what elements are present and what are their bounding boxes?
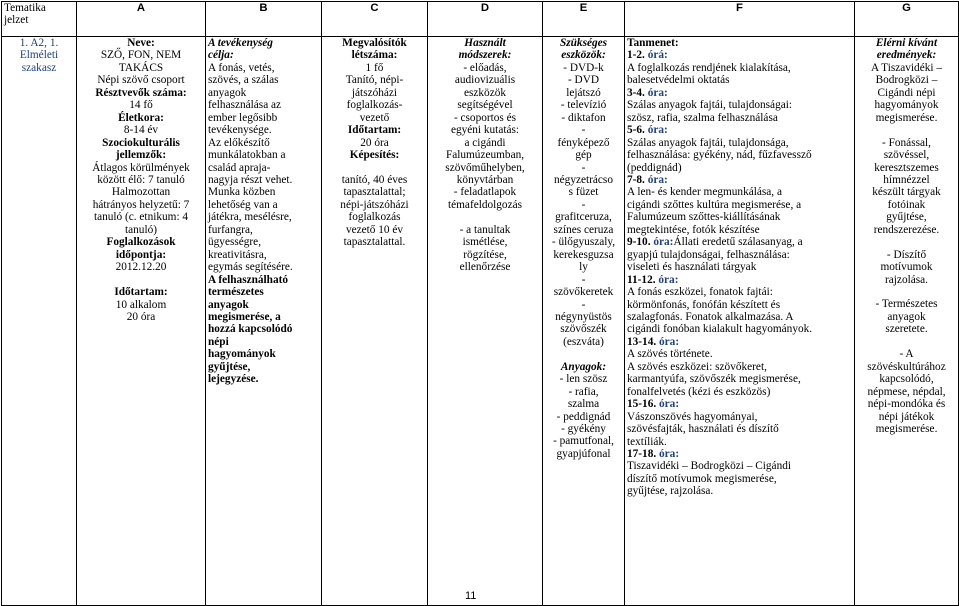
method-line: szövőműhelyben, — [445, 161, 525, 174]
method-line: - előadás, — [463, 61, 507, 74]
col-f-cell — [625, 37, 855, 606]
result-line: készült tárgyak — [872, 186, 941, 199]
foglalkozasok-label: időpontja: — [115, 248, 167, 261]
szocio-line: Halmozottan — [111, 186, 171, 199]
szocio-line: tanuló (c. etnikum: 4 — [93, 211, 189, 224]
idotartam-line: 20 óra — [126, 310, 156, 323]
materials-label: Anyagok: — [560, 360, 607, 373]
session-ora: óra: — [647, 124, 668, 137]
kepesites-label: Képesítés: — [349, 149, 400, 162]
session-line: szövésfajták, használati és díszítő — [627, 423, 779, 436]
method-line: témafeldolgozás — [447, 198, 523, 211]
tools-label: eszközök: — [561, 49, 606, 62]
session-line: cigándi szőttes kultúra megismerése, a — [627, 198, 802, 211]
c-idotartam-label: Időtartam: — [347, 124, 402, 137]
session-heading — [627, 274, 852, 286]
result-line: kapcsolódó, — [879, 373, 934, 386]
col-header-c: C — [322, 2, 428, 37]
kepesites-line: vezető 10 év — [345, 223, 404, 236]
cel-line: család apraja- — [208, 161, 271, 174]
result-line: rendszerezése. — [873, 223, 940, 236]
session-number: 3-4. — [627, 86, 645, 99]
session-line: A szövés története. — [627, 348, 713, 361]
col-header-g: G — [855, 2, 959, 37]
megval-line: Tanító, népi- — [345, 74, 404, 87]
session-line: Vászonszövés hagyományai, — [627, 410, 758, 423]
result-line: szeretete. — [885, 323, 928, 336]
col-b-cell — [206, 37, 322, 606]
tool-line: négynyüstös — [555, 310, 612, 323]
result-line: szövéskultúrához — [867, 360, 946, 373]
goal-bold-line: gyűjtése, — [208, 360, 251, 373]
result-line: megismerése. — [875, 422, 938, 435]
method-line: ellenőrzése — [459, 261, 511, 274]
cel-line: ügyességre, — [208, 236, 262, 249]
kepesites-line: tapasztalattal; — [343, 186, 406, 199]
result-line: - Fonással, — [882, 136, 931, 149]
result-line: - A — [899, 348, 914, 361]
result-line: megismerése. — [875, 111, 938, 124]
megval-line: 1 fő — [365, 61, 384, 74]
szocio-line: tanuló) — [125, 223, 157, 236]
col-header-b: B — [206, 2, 322, 37]
kepesites-line: foglalkozás — [348, 211, 401, 224]
result-line: - Díszítő — [886, 248, 927, 261]
col-header-e: E — [543, 2, 625, 37]
session-line: Szálas anyagok fajtái, tulajdonságai: — [627, 99, 793, 112]
method-line: könyvtárban — [456, 173, 514, 186]
material-line: - len szösz — [559, 373, 608, 386]
result-line: A Tiszavidéki – — [871, 61, 942, 74]
session-line: A len- és kender megmunkálása, a — [627, 186, 782, 199]
result-line: népi játékok — [878, 410, 935, 423]
cel-line: felhasználása az — [208, 99, 282, 112]
session-heading — [627, 49, 852, 61]
goal-bold-line: A felhasználható — [208, 273, 289, 286]
header-row — [2, 2, 959, 37]
session-inline-text: Állati eredetű szálasanyag, a — [673, 236, 803, 249]
tool-line: kerekesguzsa — [553, 248, 614, 261]
c-idotartam-value: 20 óra — [360, 136, 389, 149]
cel-line: A fonás, vetés, — [208, 61, 275, 74]
results-label: eredmények: — [876, 49, 937, 62]
tool-line: - — [581, 273, 586, 286]
method-line: egyéni kutatás: — [450, 124, 520, 137]
method-line: Falumúzeumban, — [445, 149, 525, 162]
cel-line: furfangra, — [208, 223, 253, 236]
method-line: segítségével — [457, 99, 513, 112]
col-d-cell — [428, 37, 543, 606]
tool-line: - DVD-k — [563, 61, 604, 74]
session-ora: óra: — [659, 398, 680, 411]
material-line: gyapjúfonal — [556, 447, 611, 460]
neve-line: TAKÁCS — [118, 61, 164, 74]
tool-line: - — [581, 161, 586, 174]
topic-header-line: jelzet — [4, 14, 29, 27]
lesson-plan-table — [1, 1, 959, 606]
session-heading — [627, 174, 852, 186]
method-line: - feladatlapok — [453, 186, 517, 199]
eletkor-value: 8-14 év — [123, 124, 159, 137]
idotartam-line: 10 alkalom — [115, 298, 167, 311]
result-line: anyagok — [887, 310, 926, 323]
tanmenet-label: Tanmenet: — [627, 37, 679, 49]
session-line: A szövés eszközei: szövőkeret, — [627, 360, 767, 373]
method-line: ismétlése, — [462, 236, 508, 249]
datum-value: 2012.12.20 — [115, 261, 167, 274]
tool-line: (eszváta) — [563, 335, 604, 348]
material-line: - gyékény — [561, 423, 606, 436]
session-ora: óra: — [653, 236, 674, 249]
cel-line: kreativitásra, — [208, 248, 267, 261]
method-line: audiovizuális — [454, 74, 516, 87]
topic-cell — [2, 37, 77, 606]
topic-header-line: Tematika — [4, 2, 46, 14]
szocio-line: hátrányos helyzetű: 7 — [92, 198, 190, 211]
method-line: - a tanultak — [459, 223, 511, 236]
session-ora: óra: — [647, 173, 668, 186]
topic-header — [2, 2, 77, 37]
methods-label: módszerek: — [458, 49, 512, 62]
col-g-cell — [855, 37, 959, 606]
cel-line: anyagok — [208, 86, 247, 99]
session-line: (peddignád) — [627, 161, 682, 174]
cel-line: szövés, a szálas — [208, 74, 279, 87]
result-line: motívumok — [880, 261, 933, 274]
neve-line: SZŐ, FON, NEM — [100, 49, 182, 62]
cel-line: Az előkészítő — [208, 136, 270, 149]
session-line: fonalfelvetés (kézi és eszközös) — [627, 385, 771, 398]
tool-line: - ülőgyuszaly, — [551, 236, 616, 249]
session-line: Szálas anyagok fajtái, tulajdonsága, — [627, 136, 789, 149]
result-line: gyűjtése, — [886, 211, 927, 224]
tool-line: - televízió — [560, 99, 607, 112]
result-line: szövéssel, — [883, 149, 930, 162]
session-line: viseleti és használati tárgyak — [627, 261, 757, 274]
session-line: körmönfonás, fonófán készített és — [627, 298, 781, 311]
session-line: megtekintése, fotók készítése — [627, 223, 760, 236]
goal-bold-line: népi — [208, 335, 229, 348]
session-line: szalagfonás. Fonatok alkalmazása. A — [627, 310, 794, 323]
tool-line: gép — [575, 149, 592, 162]
result-line: hímnézzel — [883, 173, 930, 186]
tool-line: szövőkeretek — [553, 286, 614, 299]
session-ora: óra: — [647, 86, 668, 99]
resztvevok-label: Résztvevők száma: — [95, 86, 187, 99]
session-line: felhasználása: gyékény, nád, fűzfavessző — [627, 149, 812, 162]
page-number: 11 — [465, 590, 477, 602]
method-line: eszközök — [463, 86, 507, 99]
session-line: szösz, rafia, szalma felhasználása — [627, 111, 778, 124]
topic-line: 1. A2, 1. — [19, 37, 59, 49]
session-number: 7-8. — [627, 173, 645, 186]
idotartam-label: Időtartam: — [114, 286, 168, 299]
session-line: balesetvédelmi oktatás — [627, 74, 730, 87]
session-number: 9-10. — [627, 236, 651, 249]
session-heading — [627, 87, 852, 99]
tool-line: négyzetrácso — [554, 173, 613, 186]
tool-line: - — [581, 198, 586, 211]
session-number: 5-6. — [627, 124, 645, 137]
session-line: gyűjtése, rajzolása. — [627, 485, 714, 498]
session-number: 13-14. — [627, 335, 657, 348]
session-heading — [627, 398, 852, 410]
material-line: - pamutfonal, — [553, 435, 614, 448]
cel-line: ember legősibb — [208, 111, 278, 124]
session-heading — [627, 236, 852, 248]
megval-line: foglalkozás- — [346, 99, 403, 112]
goal-bold-line: lejegyzése. — [208, 373, 259, 386]
eletkor-label: Életkora: — [118, 111, 164, 124]
session-line: Falumúzeum szőttes-kiállításának — [627, 211, 781, 224]
kepesites-line: népi-játszóházi — [340, 198, 409, 211]
topic-line: Elméleti — [19, 49, 59, 62]
goal-bold-line: hozzá kapcsolódó — [208, 323, 293, 336]
col-a-cell — [77, 37, 206, 606]
cel-line: egymás segítésére. — [208, 261, 293, 274]
result-line: népi-mondóka és — [867, 398, 946, 411]
neve-label: Neve: — [127, 37, 155, 49]
session-number: 17-18. — [627, 447, 657, 460]
session-line: A foglalkozás rendjének kialakítása, — [627, 61, 791, 74]
session-number: 15-16. — [627, 398, 657, 411]
cel-line: lehetőség van a — [208, 198, 278, 211]
session-ora: órá: — [647, 49, 668, 62]
material-line: - rafia, — [568, 385, 599, 398]
cel-line: Munka közben — [208, 186, 276, 199]
material-line: szalma — [567, 398, 600, 411]
cel-line: nagyja részt vehet. — [208, 173, 293, 186]
tool-line: ly — [579, 261, 588, 274]
col-header-a: A — [77, 2, 206, 37]
session-line: gyapjú tulajdonságai, felhasználása: — [627, 248, 790, 261]
result-line: - Természetes — [875, 298, 938, 311]
session-ora: óra: — [659, 335, 680, 348]
goal-bold-line: megismerése, a — [208, 310, 281, 323]
col-e-cell — [543, 37, 625, 606]
szocio-label: Szociokulturális — [102, 136, 180, 149]
goal-bold-line: anyagok — [208, 298, 249, 311]
neve-line: Népi szövő csoport — [97, 74, 185, 87]
method-line: a cigándi — [464, 136, 506, 149]
session-ora: óra: — [659, 447, 680, 460]
tools-label: Szükséges — [559, 37, 608, 49]
session-line: cigándi fonóban kialakult hagyományok. — [627, 323, 813, 336]
session-heading — [627, 124, 852, 136]
session-number: 11-12. — [627, 273, 656, 286]
session-number: 1-2. — [627, 49, 645, 62]
tool-line: - DVD — [567, 74, 600, 87]
tool-line: szövőszék — [560, 323, 607, 336]
session-line: Tiszavidéki – Bodrogközi – Cigándi — [627, 460, 792, 473]
resztvevok-value: 14 fő — [129, 99, 153, 112]
result-line: népmese, népdal, — [867, 385, 946, 398]
col-header-d: D — [428, 2, 543, 37]
szocio-line: között élő: 7 tanuló — [97, 173, 185, 186]
result-line: hagyományok — [874, 99, 939, 112]
session-ora: óra: — [658, 273, 679, 286]
goal-bold-line: természetes — [208, 286, 264, 299]
szocio-label: jellemzők: — [115, 149, 167, 162]
topic-line: szakasz — [21, 61, 57, 74]
tool-line: - — [581, 124, 586, 137]
megval-label: Megvalósítók — [342, 37, 407, 49]
result-line: rajzolása. — [885, 273, 928, 286]
results-label: Elérni kívánt — [875, 37, 938, 49]
result-line: keresztszemes — [874, 161, 939, 174]
cel-line: munkálatokban a — [208, 149, 286, 162]
session-line: karmantyúfa, szövőszék megismerése, — [627, 373, 801, 386]
foglalkozasok-label: Foglalkozások — [106, 236, 176, 249]
megval-line: vezető — [359, 111, 390, 124]
kepesites-line: tanító, 40 éves — [341, 173, 408, 186]
megval-label: létszáma: — [351, 49, 398, 62]
session-line: textíliák. — [627, 435, 667, 448]
cel-line: játékra, mesélésre, — [208, 211, 292, 224]
methods-label: Használt — [464, 37, 506, 49]
tool-line: grafitceruza, — [555, 211, 612, 224]
tool-line: - — [581, 298, 586, 311]
result-line: fotóinak — [887, 198, 926, 211]
cel-line: tevékenysége. — [208, 124, 272, 137]
megval-line: játszóházi — [351, 86, 398, 99]
szocio-line: Átlagos körülmények — [92, 161, 190, 174]
tool-line: - diktafon — [561, 111, 606, 124]
cel-label: A tevékenység — [208, 37, 273, 49]
content-row — [2, 37, 959, 606]
session-line: díszítő motívumok megismerése, — [627, 472, 777, 485]
tool-line: s füzet — [568, 186, 599, 199]
cel-label: célja: — [208, 49, 234, 62]
tool-line: lejátszó — [566, 86, 601, 99]
col-c-cell — [322, 37, 428, 606]
result-line: Bodrogközi – — [875, 74, 938, 87]
goal-bold-line: hagyományok — [208, 348, 276, 361]
session-line: A fonás eszközei, fonatok fajtái: — [627, 286, 773, 299]
method-line: rögzítése, — [463, 248, 507, 261]
session-heading — [627, 336, 852, 348]
col-header-f: F — [625, 2, 855, 37]
tool-line: színes ceruza — [553, 223, 614, 236]
method-line: - csoportos és — [453, 111, 517, 124]
material-line: - peddignád — [556, 410, 611, 423]
result-line: Cigándi népi — [877, 86, 936, 99]
session-heading — [627, 448, 852, 460]
kepesites-line: tapasztalattal. — [343, 236, 406, 249]
tool-line: fényképező — [557, 136, 610, 149]
